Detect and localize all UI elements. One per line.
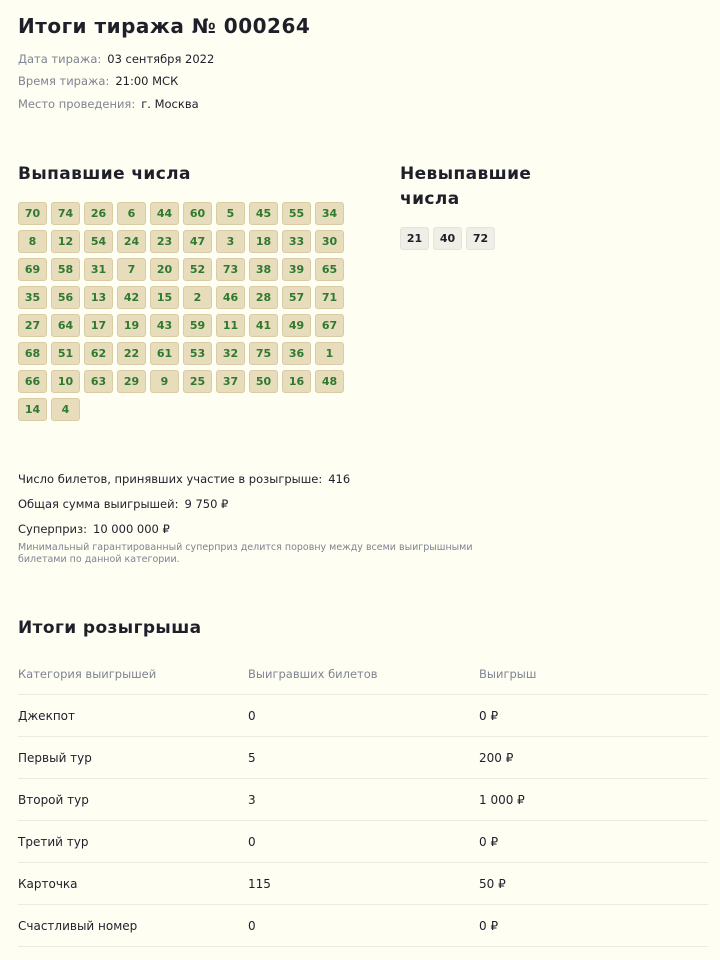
drawn-number: 70 bbox=[18, 202, 47, 225]
drawn-number: 6 bbox=[117, 202, 146, 225]
table-row bbox=[18, 821, 708, 863]
meta-value: 21:00 МСК bbox=[115, 74, 179, 88]
drawn-number: 34 bbox=[315, 202, 344, 225]
table-row bbox=[18, 779, 708, 821]
table-cell: 3 bbox=[248, 792, 256, 807]
drawn-number: 37 bbox=[216, 370, 245, 393]
table-cell: Второй тур bbox=[18, 792, 89, 807]
undrawn-numbers-grid bbox=[400, 227, 720, 250]
results-table bbox=[18, 656, 708, 947]
draw-date bbox=[18, 52, 214, 66]
drawn-number: 41 bbox=[249, 314, 278, 337]
drawn-number: 18 bbox=[249, 230, 278, 253]
drawn-number: 26 bbox=[84, 202, 113, 225]
drawn-number: 39 bbox=[282, 258, 311, 281]
drawn-number: 5 bbox=[216, 202, 245, 225]
table-cell: 0 ₽ bbox=[479, 708, 499, 723]
table-cell: 0 bbox=[248, 708, 256, 723]
drawn-number: 2 bbox=[183, 286, 212, 309]
drawn-number: 9 bbox=[150, 370, 179, 393]
drawn-number: 74 bbox=[51, 202, 80, 225]
table-cell: 0 ₽ bbox=[479, 834, 499, 849]
table-row bbox=[18, 905, 708, 947]
superprize-note: Минимальный гарантированный суперприз делится поровну между всеми выигрышными билетами по данной категории. bbox=[18, 542, 473, 565]
draw-location bbox=[18, 97, 199, 111]
drawn-number: 24 bbox=[117, 230, 146, 253]
drawn-number: 63 bbox=[84, 370, 113, 393]
drawn-number: 17 bbox=[84, 314, 113, 337]
drawn-numbers-title: Выпавшие числа bbox=[18, 164, 191, 184]
table-cell: Джекпот bbox=[18, 708, 75, 723]
drawn-number: 42 bbox=[117, 286, 146, 309]
drawn-number: 45 bbox=[249, 202, 278, 225]
drawn-numbers-grid bbox=[18, 202, 344, 421]
table-cell: 50 ₽ bbox=[479, 876, 506, 891]
drawn-number: 15 bbox=[150, 286, 179, 309]
table-row bbox=[18, 737, 708, 779]
undrawn-number: 72 bbox=[466, 227, 495, 250]
drawn-number: 50 bbox=[249, 370, 278, 393]
table-header bbox=[18, 656, 708, 695]
undrawn-numbers-title bbox=[400, 162, 531, 212]
drawn-number: 8 bbox=[18, 230, 47, 253]
drawn-number: 14 bbox=[18, 398, 47, 421]
drawn-number: 62 bbox=[84, 342, 113, 365]
superprize bbox=[18, 522, 170, 536]
table-cell: 200 ₽ bbox=[479, 750, 514, 765]
drawn-number: 31 bbox=[84, 258, 113, 281]
stat-label: Общая сумма выигрышей: bbox=[18, 497, 179, 511]
drawn-number: 73 bbox=[216, 258, 245, 281]
table-cell: 5 bbox=[248, 750, 256, 765]
drawn-number: 36 bbox=[282, 342, 311, 365]
drawn-number: 20 bbox=[150, 258, 179, 281]
drawn-number: 75 bbox=[249, 342, 278, 365]
drawn-number: 25 bbox=[183, 370, 212, 393]
drawn-number: 54 bbox=[84, 230, 113, 253]
drawn-number: 7 bbox=[117, 258, 146, 281]
drawn-number: 49 bbox=[282, 314, 311, 337]
stat-label: Число билетов, принявших участие в розыгрыше: bbox=[18, 472, 323, 486]
undrawn-title-line: Невыпавшие bbox=[400, 164, 532, 184]
table-cell: Третий тур bbox=[18, 834, 89, 849]
drawn-number: 44 bbox=[150, 202, 179, 225]
drawn-number: 35 bbox=[18, 286, 47, 309]
drawn-number: 10 bbox=[51, 370, 80, 393]
drawn-number: 52 bbox=[183, 258, 212, 281]
drawn-number: 43 bbox=[150, 314, 179, 337]
drawn-number: 13 bbox=[84, 286, 113, 309]
draw-results-page bbox=[18, 0, 710, 960]
table-body bbox=[18, 695, 708, 947]
drawn-number: 61 bbox=[150, 342, 179, 365]
undrawn-number: 21 bbox=[400, 227, 429, 250]
drawn-number: 59 bbox=[183, 314, 212, 337]
drawn-number: 57 bbox=[282, 286, 311, 309]
drawn-number: 51 bbox=[51, 342, 80, 365]
drawn-number: 30 bbox=[315, 230, 344, 253]
table-cell: Счастливый номер bbox=[18, 918, 138, 933]
draw-time bbox=[18, 74, 178, 88]
drawn-number: 53 bbox=[183, 342, 212, 365]
tickets-count bbox=[18, 472, 350, 486]
table-cell: 0 bbox=[248, 834, 256, 849]
page-title: Итоги тиража № 000264 bbox=[18, 14, 311, 38]
drawn-number: 19 bbox=[117, 314, 146, 337]
drawn-number: 29 bbox=[117, 370, 146, 393]
drawn-number: 67 bbox=[315, 314, 344, 337]
drawn-number: 66 bbox=[18, 370, 47, 393]
drawn-number: 55 bbox=[282, 202, 311, 225]
column-header: Категория выигрышей bbox=[18, 667, 157, 681]
drawn-number: 33 bbox=[282, 230, 311, 253]
stat-value: 9 750 ₽ bbox=[184, 497, 229, 511]
column-header: Выигрыш bbox=[479, 667, 537, 681]
table-cell: 115 bbox=[248, 876, 271, 891]
drawn-number: 16 bbox=[282, 370, 311, 393]
table-cell: Карточка bbox=[18, 876, 78, 891]
meta-value: 03 сентября 2022 bbox=[107, 52, 215, 66]
drawn-number: 1 bbox=[315, 342, 344, 365]
meta-label: Место проведения: bbox=[18, 97, 136, 111]
drawn-number: 22 bbox=[117, 342, 146, 365]
stat-value: 416 bbox=[328, 472, 351, 486]
table-row bbox=[18, 863, 708, 905]
table-cell: 1 000 ₽ bbox=[479, 792, 525, 807]
drawn-number: 64 bbox=[51, 314, 80, 337]
undrawn-title-line: числа bbox=[400, 189, 460, 209]
drawn-number: 46 bbox=[216, 286, 245, 309]
stat-value: 10 000 000 ₽ bbox=[93, 522, 170, 536]
drawn-number: 71 bbox=[315, 286, 344, 309]
drawn-number: 3 bbox=[216, 230, 245, 253]
table-cell: 0 bbox=[248, 918, 256, 933]
drawn-number: 4 bbox=[51, 398, 80, 421]
drawn-number: 65 bbox=[315, 258, 344, 281]
drawn-number: 28 bbox=[249, 286, 278, 309]
undrawn-number: 40 bbox=[433, 227, 462, 250]
drawn-number: 38 bbox=[249, 258, 278, 281]
table-cell: Первый тур bbox=[18, 750, 92, 765]
total-winnings bbox=[18, 497, 228, 511]
table-cell: 0 ₽ bbox=[479, 918, 499, 933]
drawn-number: 58 bbox=[51, 258, 80, 281]
drawn-number: 56 bbox=[51, 286, 80, 309]
drawn-number: 47 bbox=[183, 230, 212, 253]
drawn-number: 23 bbox=[150, 230, 179, 253]
meta-label: Дата тиража: bbox=[18, 52, 102, 66]
drawn-number: 69 bbox=[18, 258, 47, 281]
drawn-number: 12 bbox=[51, 230, 80, 253]
meta-value: г. Москва bbox=[141, 97, 199, 111]
drawn-number: 68 bbox=[18, 342, 47, 365]
drawn-number: 32 bbox=[216, 342, 245, 365]
results-title: Итоги розыгрыша bbox=[18, 618, 202, 638]
drawn-number: 27 bbox=[18, 314, 47, 337]
drawn-number: 48 bbox=[315, 370, 344, 393]
meta-label: Время тиража: bbox=[18, 74, 110, 88]
drawn-number: 60 bbox=[183, 202, 212, 225]
table-row bbox=[18, 695, 708, 737]
column-header: Выигравших билетов bbox=[248, 667, 378, 681]
stat-label: Суперприз: bbox=[18, 522, 88, 536]
drawn-number: 11 bbox=[216, 314, 245, 337]
